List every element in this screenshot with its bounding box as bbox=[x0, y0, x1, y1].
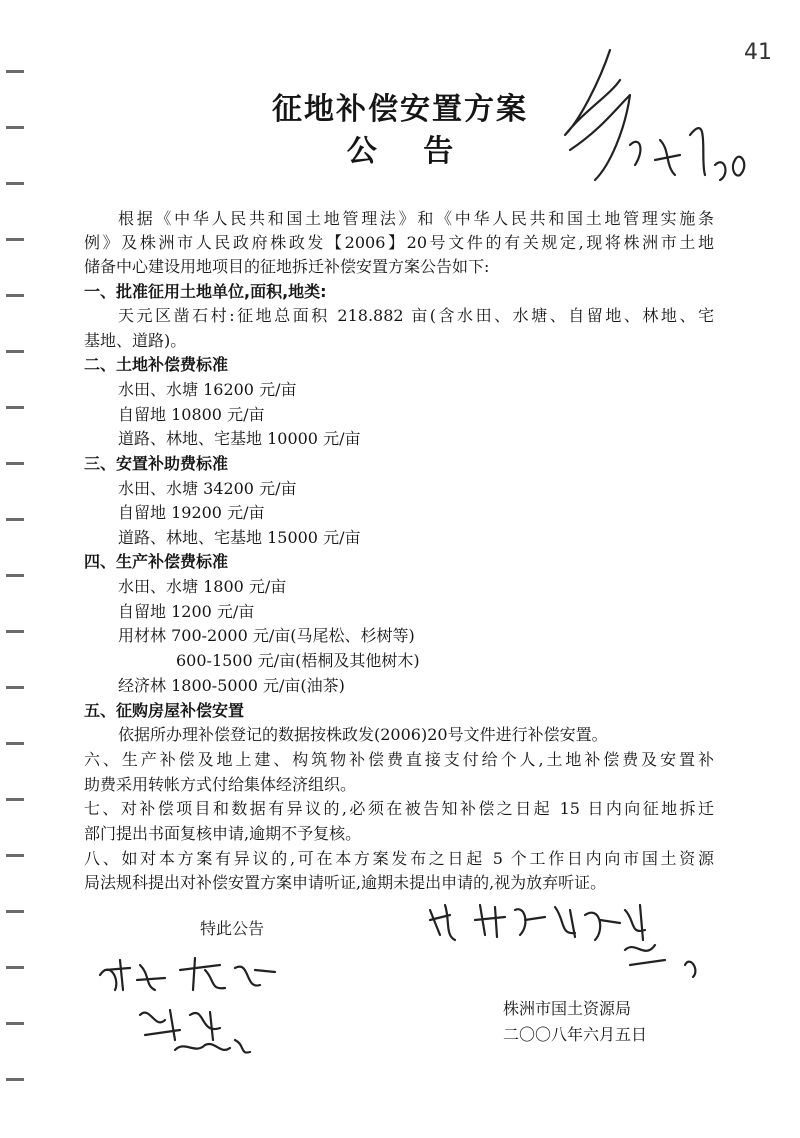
section-heading: 一、批准征用土地单位,面积,地类: bbox=[84, 282, 327, 301]
section-line: 道路、林地、宅基地 10000 元/亩 bbox=[118, 429, 361, 448]
section-line: 600-1500 元/亩(梧桐及其他树木) bbox=[176, 651, 420, 670]
section-heading: 三、安置补助费标准 bbox=[84, 454, 229, 473]
section-heading: 四、生产补偿费标准 bbox=[84, 552, 229, 571]
issuer-name: 株洲市国土资源局 bbox=[503, 999, 632, 1018]
section-line: 道路、林地、宅基地 15000 元/亩 bbox=[118, 528, 361, 547]
section-line: 自留地 19200 元/亩 bbox=[118, 503, 265, 522]
intro-line: 例》及株洲市人民政府株政发【2006】20号文件的有关规定,现将株洲市土地 bbox=[84, 233, 714, 252]
binder-hole bbox=[6, 630, 24, 633]
page-number: 41 bbox=[744, 40, 772, 65]
section-line: 基地、道路)。 bbox=[84, 331, 187, 350]
binder-hole bbox=[6, 910, 24, 913]
binder-hole bbox=[6, 350, 24, 353]
binder-hole bbox=[6, 966, 24, 969]
section-line: 水田、水塘 1800 元/亩 bbox=[118, 577, 287, 596]
binder-hole bbox=[6, 70, 24, 73]
section-line: 经济林 1800-5000 元/亩(油茶) bbox=[118, 676, 345, 695]
section-line: 用材林 700-2000 元/亩(马尾松、杉树等) bbox=[118, 626, 415, 645]
binder-hole bbox=[6, 574, 24, 577]
intro-line: 储备中心建设用地项目的征地拆迁补偿安置方案公告如下: bbox=[84, 257, 490, 276]
binder-hole bbox=[6, 294, 24, 297]
handwritten-signature bbox=[425, 895, 675, 995]
section-line: 自留地 1200 元/亩 bbox=[118, 602, 255, 621]
section-line: 八、如对本方案有异议的,可在本方案发布之日起 5 个工作日内向市国土资源 bbox=[84, 849, 714, 868]
binder-hole bbox=[6, 406, 24, 409]
binder-holes bbox=[6, 0, 26, 1138]
binder-hole bbox=[6, 462, 24, 465]
section-line: 助费采用转帐方式付给集体经济组织。 bbox=[84, 775, 357, 794]
section-heading: 五、征购房屋补偿安置 bbox=[84, 701, 245, 720]
binder-hole bbox=[6, 686, 24, 689]
handwritten-signature bbox=[540, 40, 770, 200]
binder-hole bbox=[6, 798, 24, 801]
section-line: 六、生产补偿及地上建、构筑物补偿费直接支付给个人,土地补偿费及安置补 bbox=[84, 750, 714, 769]
binder-hole bbox=[6, 1078, 24, 1081]
binder-hole bbox=[6, 1022, 24, 1025]
handwritten-signature bbox=[95, 940, 295, 1060]
issue-date: 二〇〇八年六月五日 bbox=[503, 1025, 648, 1044]
binder-hole bbox=[6, 182, 24, 185]
intro-line: 根据《中华人民共和国土地管理法》和《中华人民共和国土地管理实施条 bbox=[118, 209, 714, 228]
binder-hole bbox=[6, 518, 24, 521]
document-title: 征地补偿安置方案 bbox=[272, 92, 528, 127]
closing-text: 特此公告 bbox=[200, 919, 265, 938]
binder-hole bbox=[6, 742, 24, 745]
section-line: 水田、水塘 16200 元/亩 bbox=[118, 380, 297, 399]
section-line: 自留地 10800 元/亩 bbox=[118, 405, 265, 424]
section-line: 依据所办理补偿登记的数据按株政发(2006)20号文件进行补偿安置。 bbox=[118, 725, 608, 744]
section-heading: 二、土地补偿费标准 bbox=[84, 355, 229, 374]
section-line: 水田、水塘 34200 元/亩 bbox=[118, 479, 297, 498]
section-line: 天元区凿石村:征地总面积 218.882 亩(含水田、水塘、自留地、林地、宅 bbox=[118, 306, 714, 325]
document-subtitle: 公 告 bbox=[346, 134, 472, 169]
binder-hole bbox=[6, 854, 24, 857]
binder-hole bbox=[6, 238, 24, 241]
section-line: 七、对补偿项目和数据有异议的,必须在被告知补偿之日起 15 日内向征地拆迁 bbox=[84, 799, 714, 818]
section-line: 部门提出书面复核申请,逾期不予复核。 bbox=[84, 824, 362, 843]
section-line: 局法规科提出对补偿安置方案申请听证,逾期未提出申请的,视为放弃听证。 bbox=[84, 873, 607, 892]
